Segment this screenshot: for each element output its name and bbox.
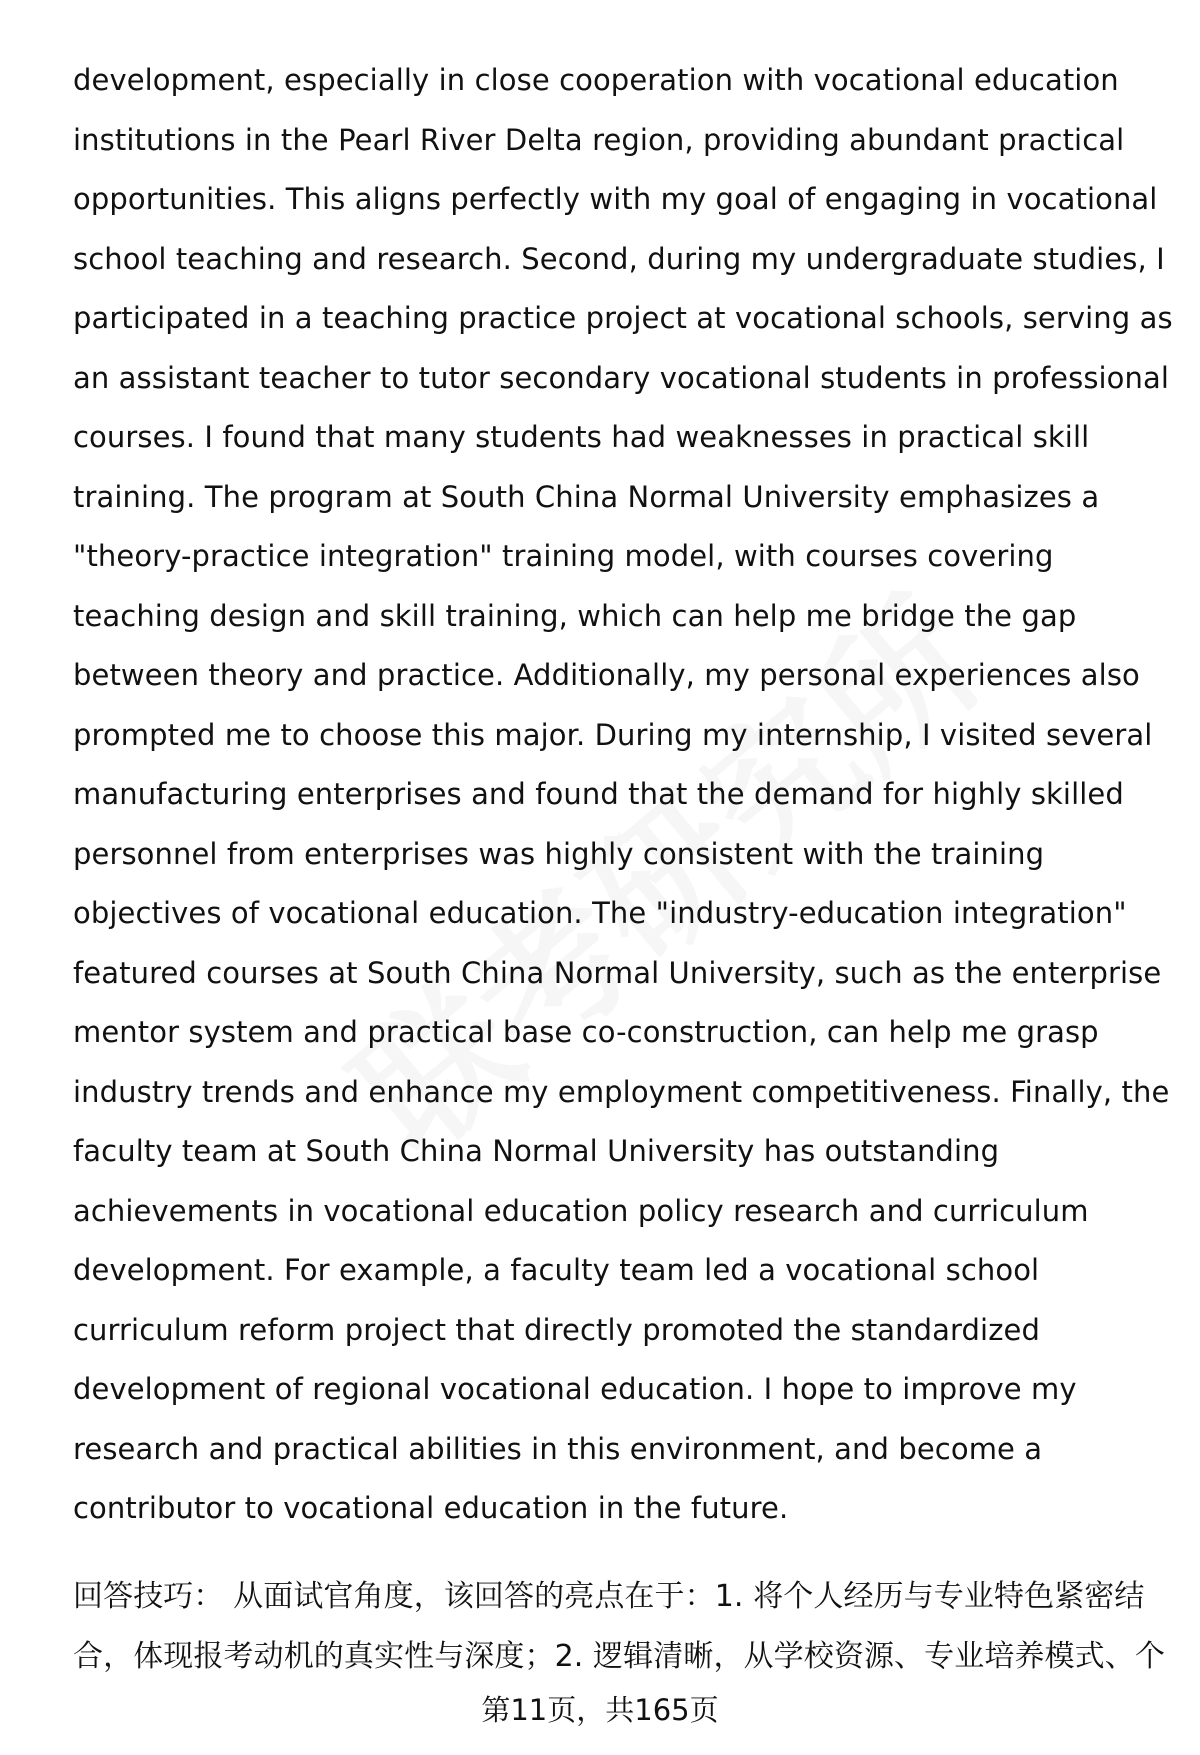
body-line: school teaching and research. Second, during my undergraduate studies, I xyxy=(73,241,1165,276)
body-line: featured courses at South China Normal University, such as the enterprise xyxy=(73,955,1162,990)
page-number: 第11页，共165页 xyxy=(481,1693,719,1727)
body-line: achievements in vocational education policy research and curriculum xyxy=(73,1193,1089,1228)
body-line: an assistant teacher to tutor secondary vocational students in professional xyxy=(73,360,1170,395)
body-line: curriculum reform project that directly promoted the standardized xyxy=(73,1312,1040,1347)
body-line: development. For example, a faculty team led a vocational school xyxy=(73,1253,1040,1287)
body-line: "theory-practice integration" training model, with courses covering xyxy=(73,539,1054,573)
body-line: research and practical abilities in this environment, and become a xyxy=(73,1431,1043,1466)
tip-line: 合，体现报考动机的真实性与深度；2. 逻辑清晰，从学校资源、专业培养模式、个 xyxy=(73,1639,1165,1674)
body-paragraph xyxy=(73,51,1173,1539)
body-line: manufacturing enterprises and found that the demand for highly skilled xyxy=(73,777,1124,811)
body-line: institutions in the Pearl River Delta region, providing abundant practical xyxy=(73,122,1125,157)
body-line: development, especially in close cooperation with vocational education xyxy=(73,63,1119,97)
body-line: objectives of vocational education. The "industry-education integration" xyxy=(73,896,1127,930)
body-line: mentor system and practical base co-construction, can help me grasp xyxy=(73,1015,1099,1049)
body-line: opportunities. This aligns perfectly with my goal of engaging in vocational xyxy=(73,182,1158,216)
body-line: training. The program at South China Normal University emphasizes a xyxy=(73,479,1100,514)
body-line: courses. I found that many students had weaknesses in practical skill xyxy=(73,420,1090,454)
body-line: faculty team at South China Normal University has outstanding xyxy=(73,1134,1000,1168)
body-line: prompted me to choose this major. During my internship, I visited several xyxy=(73,717,1153,752)
tip-line: 回答技巧： 从面试官角度，该回答的亮点在于：1. 将个人经历与专业特色紧密结 xyxy=(73,1579,1145,1614)
body-line: personnel from enterprises was highly consistent with the training xyxy=(73,836,1045,871)
body-line: contributor to vocational education in the future. xyxy=(73,1491,789,1525)
answer-tip xyxy=(73,1567,1165,1687)
body-line: teaching design and skill training, which can help me bridge the gap xyxy=(73,598,1077,633)
body-line: development of regional vocational education. I hope to improve my xyxy=(73,1372,1077,1406)
body-line: industry trends and enhance my employment competitiveness. Finally, the xyxy=(73,1074,1170,1109)
body-line: between theory and practice. Additionally, my personal experiences also xyxy=(73,658,1140,692)
body-line: participated in a teaching practice project at vocational schools, serving as xyxy=(73,301,1173,335)
